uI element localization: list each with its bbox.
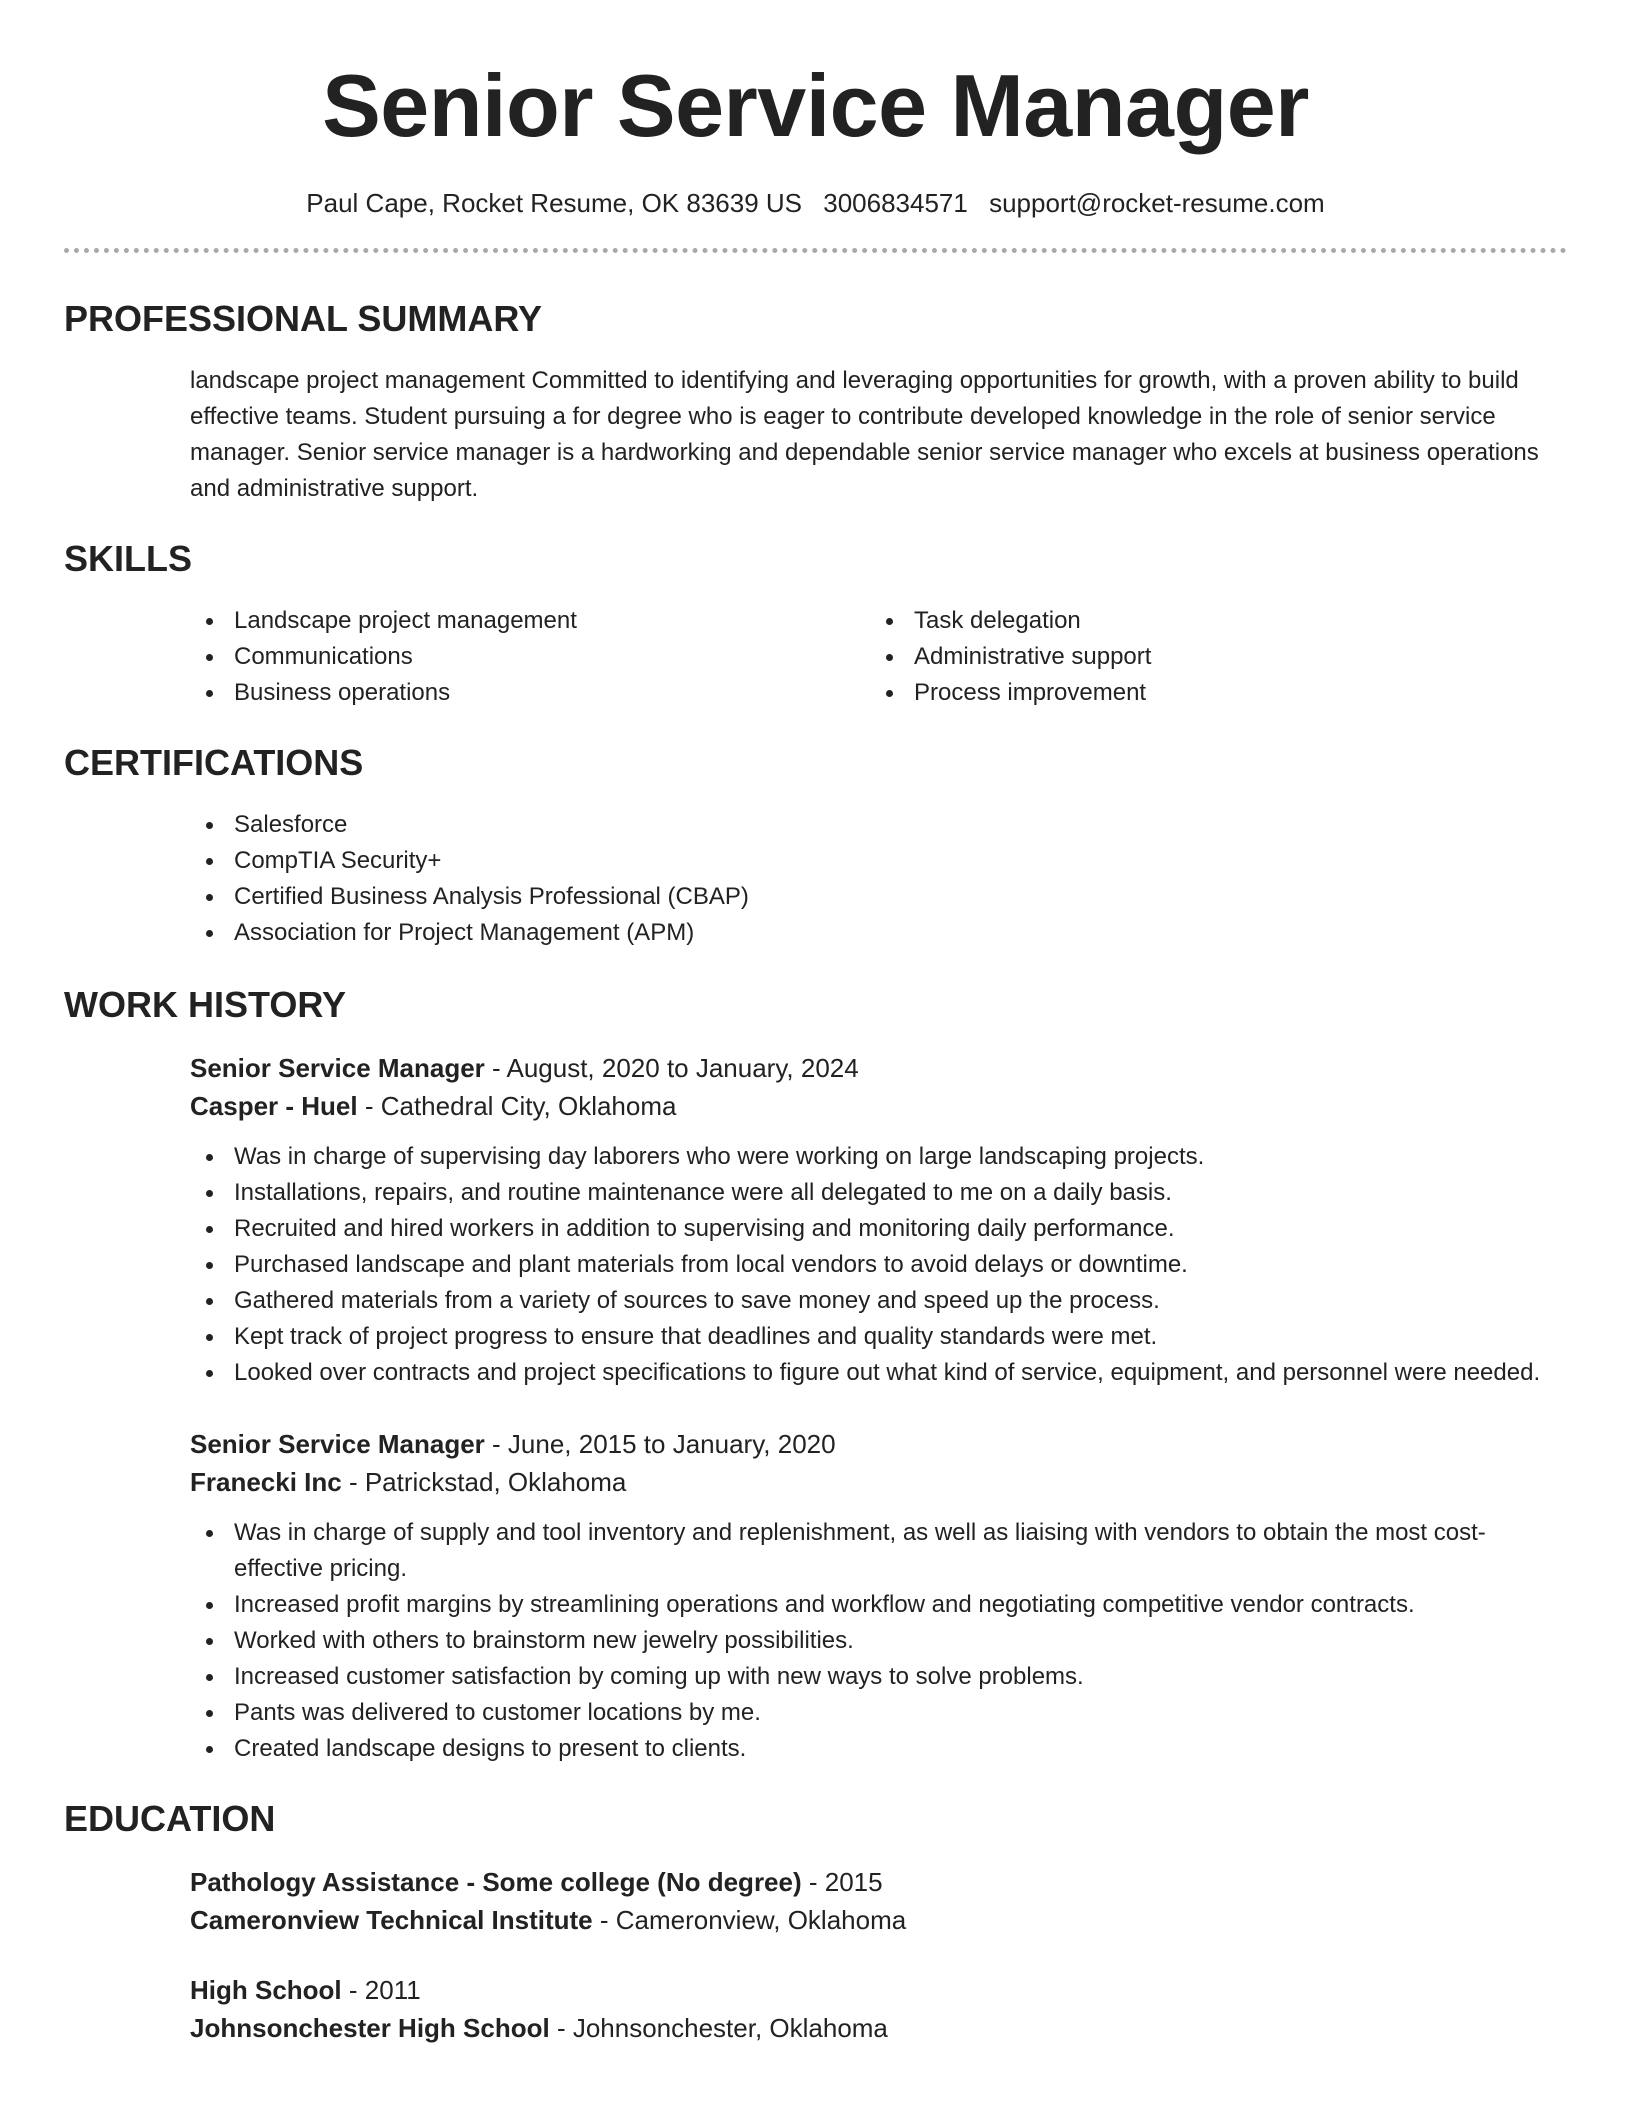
skill-item: Administrative support [870,639,1550,675]
section-title-summary: PROFESSIONAL SUMMARY [64,298,543,339]
job-duty-item: Purchased landscape and plant materials from local vendors to avoid delays or downtime. [190,1247,1567,1283]
job-duty-item: Gathered materials from a variety of sources to save money and speed up the process. [190,1283,1567,1319]
job-duty-item: Created landscape designs to present to clients. [190,1731,1567,1767]
job-duties [190,1139,1567,1391]
contact-email: support@rocket-resume.com [989,188,1325,218]
education-entry [190,1971,1567,2047]
job-duty-item: Kept track of project progress to ensure that deadlines and quality standards were met. [190,1319,1567,1355]
job-duty-item: Installations, repairs, and routine maintenance were all delegated to me on a daily basis. [190,1175,1567,1211]
skills-column-1 [190,603,870,711]
education-year: - 2011 [341,1975,421,2005]
skill-item: Business operations [190,675,870,711]
job-company: Casper - Huel [190,1091,358,1121]
education-school-line [190,2009,1567,2047]
job-duty-item: Increased customer satisfaction by coming up with new ways to solve problems. [190,1659,1567,1695]
job-duty-item: Increased profit margins by streamlining operations and workflow and negotiating competitive vendor contracts. [190,1587,1567,1623]
job-dates: - August, 2020 to January, 2024 [484,1053,859,1083]
certification-item: Salesforce [190,807,1567,843]
job-title-line [190,1049,1567,1087]
education-degree-line [190,1971,1567,2009]
job-duty-item: Worked with others to brainstorm new jewelry possibilities. [190,1623,1567,1659]
skills-list [190,603,1567,711]
section-title-education: EDUCATION [64,1798,276,1839]
job-duties [190,1515,1567,1767]
certification-item: CompTIA Security+ [190,843,1567,879]
skills-column-2 [870,603,1550,711]
job-duty-item: Was in charge of supply and tool inventory and replenishment, as well as liaising with vendors to obtain the most cost-effective pricing. [190,1515,1567,1587]
job-duty-item: Pants was delivered to customer locations by me. [190,1695,1567,1731]
education-location: - Cameronview, Oklahoma [592,1905,907,1935]
education-degree: Pathology Assistance - Some college (No degree) [190,1867,802,1897]
resume-title: Senior Service Manager [322,56,1309,155]
education-school-line [190,1901,1567,1939]
certification-item: Certified Business Analysis Professional (CBAP) [190,879,1567,915]
skill-item: Process improvement [870,675,1550,711]
education-year: - 2015 [801,1867,883,1897]
contact-phone: 3006834571 [823,188,968,218]
job-company: Franecki Inc [190,1467,342,1497]
certification-item: Association for Project Management (APM) [190,915,1567,951]
summary-text: landscape project management Committed to identifying and leveraging opportunities for growth, with a proven ability to build effective teams. Student pursuing a for degree who is eager to contribute developed knowledge in the role of senior service manager. Senior service manager is a hardworking and dependable senior service manager who excels at business operations and administrative support. [190,367,1539,502]
skill-item: Task delegation [870,603,1550,639]
job-entry [190,1425,1567,1767]
job-dates: - June, 2015 to January, 2020 [484,1429,836,1459]
section-title-skills: SKILLS [64,538,193,579]
education-entry [190,1863,1567,1939]
job-entry [190,1049,1567,1391]
skill-item: Communications [190,639,870,675]
section-title-work-history: WORK HISTORY [64,984,347,1025]
job-location: - Cathedral City, Oklahoma [357,1091,677,1121]
education-school: Cameronview Technical Institute [190,1905,593,1935]
job-role: Senior Service Manager [190,1053,485,1083]
job-role: Senior Service Manager [190,1429,485,1459]
job-duty-item: Looked over contracts and project specifications to figure out what kind of service, equipment, and personnel were needed. [190,1355,1567,1391]
section-title-certifications: CERTIFICATIONS [64,742,364,783]
job-location: - Patrickstad, Oklahoma [341,1467,627,1497]
header-divider [64,248,1567,253]
job-title-line [190,1425,1567,1463]
education-degree-line [190,1863,1567,1901]
education-school: Johnsonchester High School [190,2013,550,2043]
job-company-line [190,1087,1567,1125]
job-duty-item: Was in charge of supervising day laborers who were working on large landscaping projects. [190,1139,1567,1175]
job-company-line [190,1463,1567,1501]
education-location: - Johnsonchester, Oklahoma [549,2013,888,2043]
certifications-list [190,807,1567,951]
contact-address: Paul Cape, Rocket Resume, OK 83639 US [306,188,802,218]
contact-line [64,186,1567,220]
education-degree: High School [190,1975,342,2005]
skill-item: Landscape project management [190,603,870,639]
job-duty-item: Recruited and hired workers in addition to supervising and monitoring daily performance. [190,1211,1567,1247]
